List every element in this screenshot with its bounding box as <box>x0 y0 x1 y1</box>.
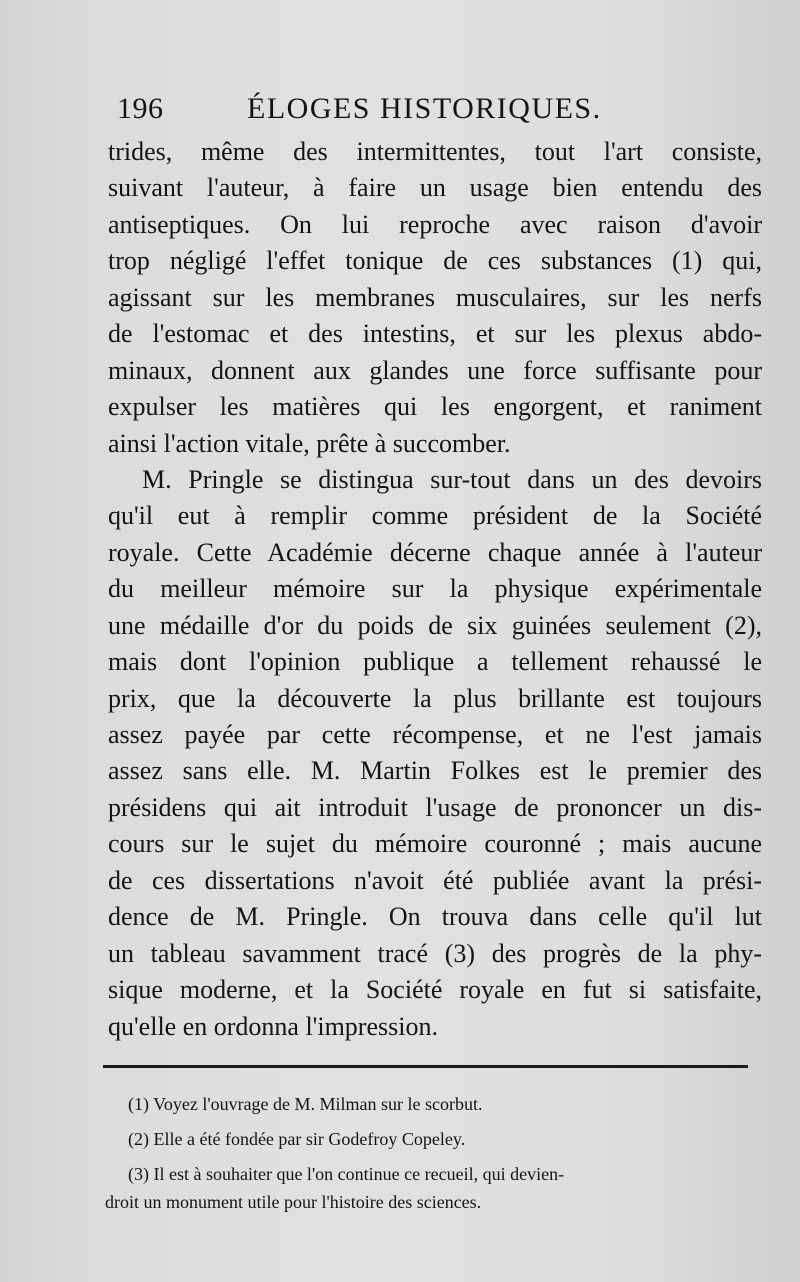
text-line: suivant l'auteur, à faire un usage bien entendu des <box>108 173 762 203</box>
text-line: assez sans elle. M. Martin Folkes est le premier des <box>108 756 762 786</box>
paragraph-start-line: M. Pringle se distingua sur-tout dans un des devoirs <box>142 464 762 494</box>
footnote-3-continuation: droit un monument utile pour l'histoire des sciences. <box>105 1192 482 1212</box>
footnote-divider <box>103 1065 748 1068</box>
body-text <box>108 134 762 1045</box>
paragraph-end-line: ainsi l'action vitale, prête à succomber. <box>108 428 511 458</box>
text-line: de l'estomac et des intestins, et sur les plexus abdo- <box>108 319 762 349</box>
page-header <box>117 92 677 132</box>
text-line: agissant sur les membranes musculaires, sur les nerfs <box>108 282 762 312</box>
text-line: un tableau savamment tracé (3) des progrès de la phy- <box>108 938 762 968</box>
text-line: expulser les matières qui les engorgent, et raniment <box>108 392 762 422</box>
text-line: qu'il eut à remplir comme président de la Société <box>108 501 762 531</box>
footnote-2: (2) Elle a été fondée par sir Godefroy Copeley. <box>128 1129 466 1149</box>
text-line: du meilleur mémoire sur la physique expérimentale <box>108 574 762 604</box>
paragraph-end-line: qu'elle en ordonna l'impression. <box>108 1011 438 1041</box>
text-line: dence de M. Pringle. On trouva dans celle qu'il lut <box>108 902 762 932</box>
running-title: ÉLOGES HISTORIQUES. <box>247 92 602 125</box>
text-line: mais dont l'opinion publique a tellement rehaussé le <box>108 647 762 677</box>
text-line: trides, même des intermittentes, tout l'art consiste, <box>108 137 762 166</box>
text-line: de ces dissertations n'avoit été publiée avant la prési- <box>108 865 762 895</box>
text-line: prix, que la découverte la plus brillante est toujours <box>108 683 762 713</box>
footnote-1: (1) Voyez l'ouvrage de M. Milman sur le scorbut. <box>128 1094 483 1114</box>
footnotes <box>105 1090 755 1216</box>
text-line: royale. Cette Académie décerne chaque année à l'auteur <box>108 537 762 567</box>
text-line: trop négligé l'effet tonique de ces substances (1) qui, <box>108 246 762 276</box>
text-line: assez payée par cette récompense, et ne l'est jamais <box>108 720 762 749</box>
text-line: minaux, donnent aux glandes une force suffisante pour <box>108 355 762 385</box>
text-line: une médaille d'or du poids de six guinées seulement (2), <box>108 610 762 640</box>
text-line: antiseptiques. On lui reproche avec raison d'avoir <box>108 209 762 239</box>
page-number: 196 <box>117 92 164 125</box>
text-line: cours sur le sujet du mémoire couronné ; mais aucune <box>108 829 762 859</box>
text-line: présidens qui ait introduit l'usage de prononcer un dis- <box>108 792 762 822</box>
footnote-3: (3) Il est à souhaiter que l'on continue ce recueil, qui devien- <box>128 1164 565 1184</box>
text-line: sique moderne, et la Société royale en fut si satisfaite, <box>108 975 762 1005</box>
